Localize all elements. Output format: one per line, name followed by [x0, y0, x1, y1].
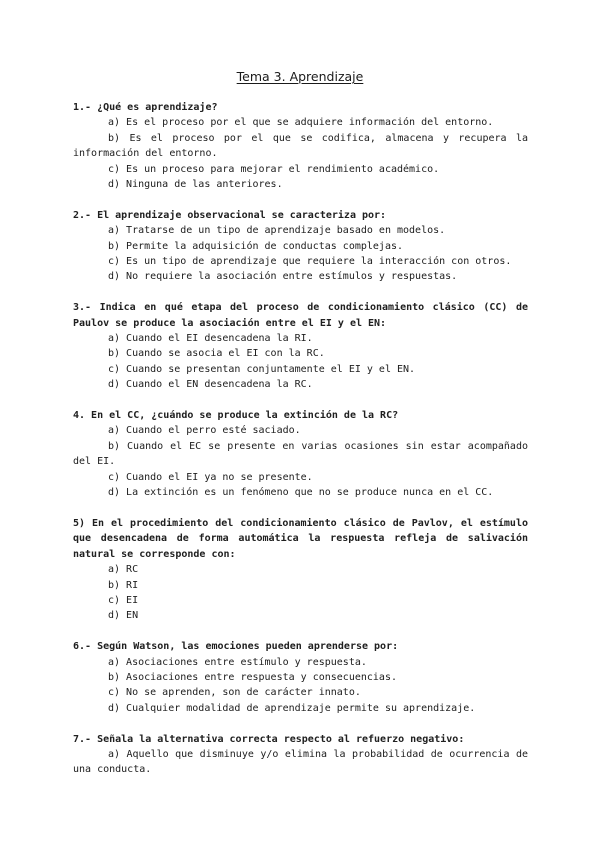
option-c: c) Es un tipo de aprendizaje que requiere la interacción con otros. [108, 256, 512, 268]
option-c: c) Cuando el EI ya no se presente. [108, 471, 313, 483]
option-b: b) RI [108, 579, 139, 591]
option-d: d) No requiere la asociación entre estímulos y respuestas. [108, 271, 458, 283]
question-6 [73, 639, 528, 716]
question-text: 1.- ¿Qué es aprendizaje? [73, 102, 218, 113]
option-a: a) RC [108, 564, 139, 576]
option-a: a) Cuando el EI desencadena la RI. [108, 333, 313, 345]
option-b: b) Cuando el EC se presente en varias ocasiones sin estar acompañado del EI. [73, 440, 528, 468]
option-a: a) Aquello que disminuye y/o elimina la probabilidad de ocurrencia de una conducta. [73, 748, 528, 776]
option-c: c) Cuando se presentan conjuntamente el EI y el EN. [108, 363, 416, 375]
question-text: 2.- El aprendizaje observacional se caracteriza por: [73, 209, 387, 221]
question-2 [73, 208, 528, 285]
question-7 [73, 732, 528, 778]
option-d: d) EN [108, 610, 139, 622]
question-text: 3.- Indica en qué etapa del proceso de condicionamiento clásico (CC) de Paulov se produce la asociación entre el EI y el EN: [73, 302, 528, 329]
question-5 [73, 516, 528, 624]
option-d: d) Cuando el EN desencadena la RC. [108, 379, 313, 391]
question-text: 7.- Señala la alternativa correcta respecto al refuerzo negativo: [73, 733, 465, 745]
question-3 [73, 300, 528, 392]
option-b: b) Asociaciones entre respuesta y consecuencias. [108, 671, 397, 683]
option-d: d) Cualquier modalidad de aprendizaje permite su aprendizaje. [108, 702, 476, 714]
option-a: a) Tratarse de un tipo de aprendizaje basado en modelos. [108, 225, 446, 237]
option-d: d) La extinción es un fenómeno que no se produce nunca en el CC. [108, 487, 494, 499]
question-text: 6.- Según Watson, las emociones pueden aprenderse por: [73, 641, 399, 653]
document-body [73, 100, 528, 793]
question-4 [73, 408, 528, 500]
option-a: a) Cuando el perro esté saciado. [108, 425, 301, 437]
option-c: c) EI [108, 594, 139, 606]
option-b: b) Cuando se asocia el EI con la RC. [108, 348, 325, 360]
option-d: d) Ninguna de las anteriores. [108, 179, 283, 191]
question-1 [73, 100, 528, 192]
question-text: 4. En el CC, ¿cuándo se produce la extinción de la RC? [73, 410, 399, 422]
option-a: a) Es el proceso por el que se adquiere información del entorno. [108, 117, 494, 129]
document-title: Tema 3. Aprendizaje [236, 69, 364, 84]
option-a: a) Asociaciones entre estímulo y respuesta. [108, 656, 367, 668]
question-text: 5) En el procedimiento del condicionamiento clásico de Pavlov, el estímulo que desencadena de forma automática la respuesta refleja de salivación natural se corresponde con: [73, 517, 528, 560]
option-b: b) Permite la adquisición de conductas complejas. [108, 240, 404, 252]
option-c: c) No se aprenden, son de carácter innato. [108, 687, 361, 699]
option-c: c) Es un proceso para mejorar el rendimiento académico. [108, 163, 440, 175]
option-b: b) Es el proceso por el que se codifica, almacena y recupera la información del entorno. [73, 132, 528, 160]
